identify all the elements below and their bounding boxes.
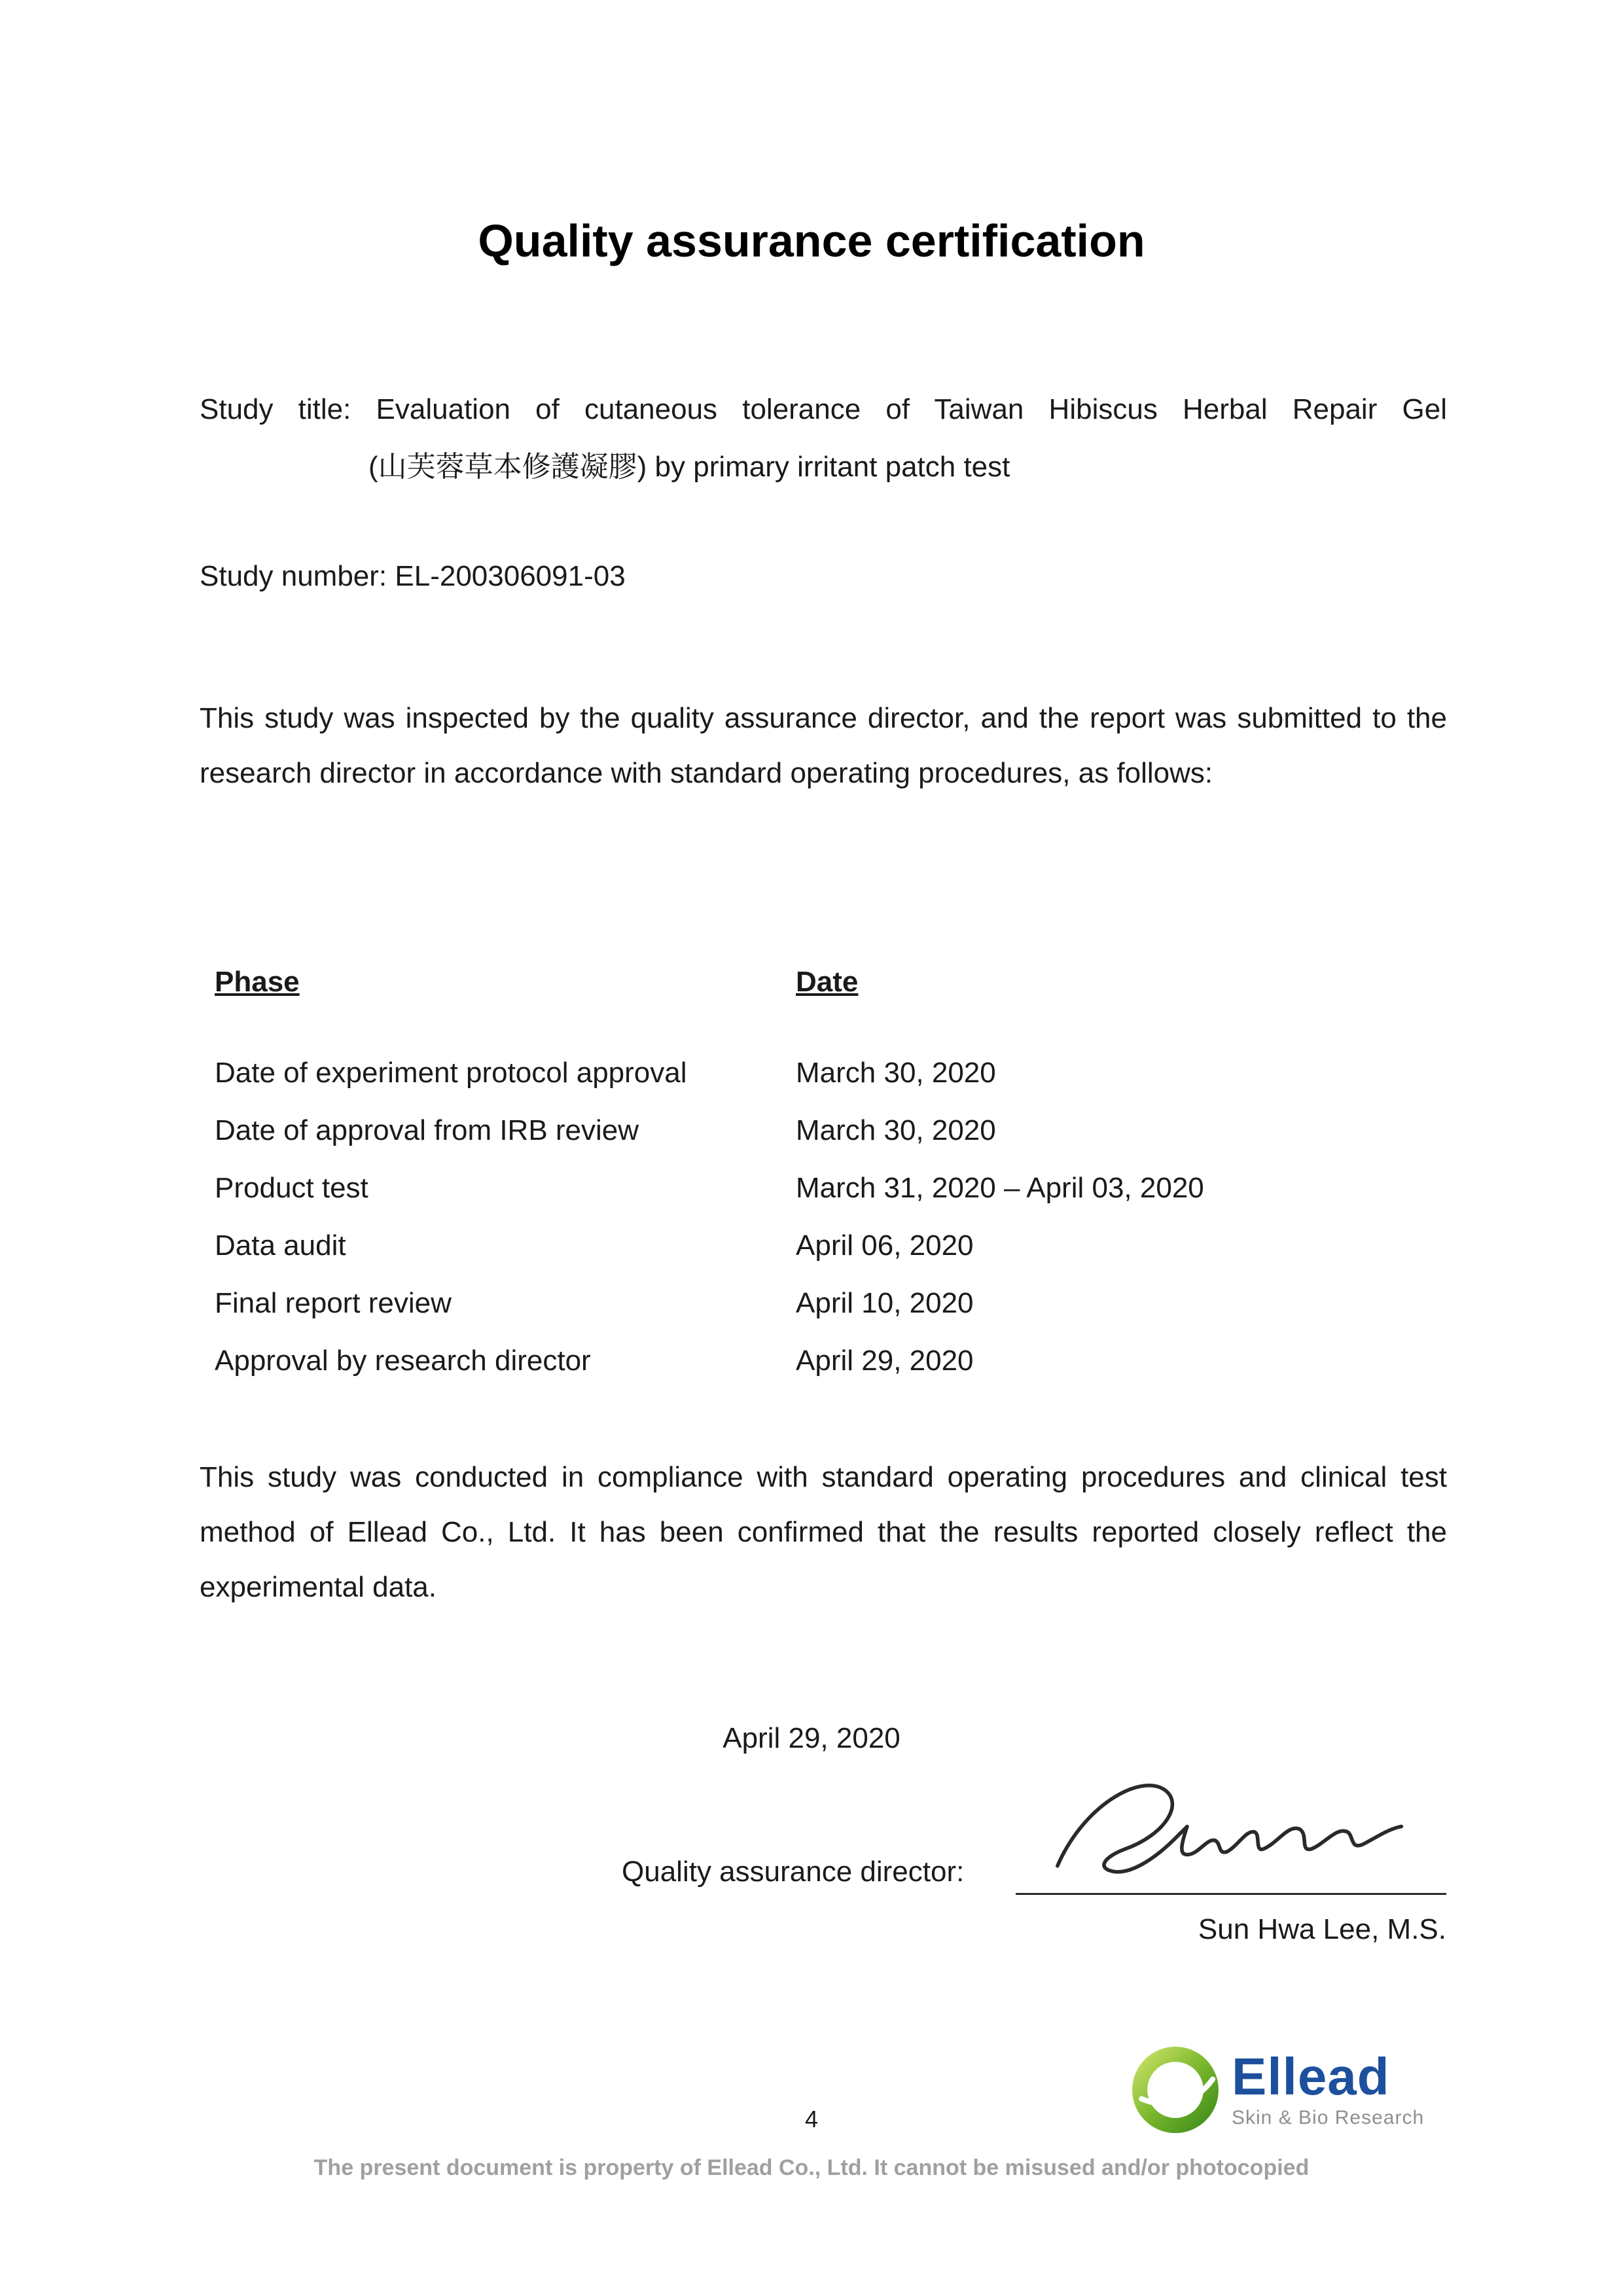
study-title-line1 <box>200 381 1447 438</box>
study-number: Study number: EL-200306091-03 <box>200 560 626 592</box>
logo-text <box>1232 2047 1425 2129</box>
date-cell: March 31, 2020 – April 03, 2020 <box>796 1172 1204 1204</box>
study-title-text: Evaluation of cutaneous tolerance of Taiwan Hibiscus Herbal Repair Gel <box>376 393 1447 425</box>
table-row <box>215 1217 1385 1275</box>
study-title-line2: (山芙蓉草本修護凝膠) by primary irritant patch test <box>368 451 1010 483</box>
phase-cell: Date of experiment protocol approval <box>215 1057 687 1089</box>
compliance-paragraph: This study was conducted in compliance with standard operating procedures and clinical test method of Ellead Co., Ltd. It has been confirmed that the results reported closely reflect the experimental data. <box>200 1461 1447 1603</box>
phase-cell: Data audit <box>215 1229 346 1262</box>
phase-cell: Approval by research director <box>215 1345 591 1377</box>
table-row <box>215 1159 1385 1217</box>
date-cell: March 30, 2020 <box>796 1057 996 1089</box>
approval-date: April 29, 2020 <box>722 1722 901 1754</box>
signature-line <box>1016 1893 1446 1895</box>
study-title <box>200 381 1447 496</box>
date-cell: April 06, 2020 <box>796 1229 974 1262</box>
phase-date-table <box>215 966 1385 1390</box>
ellead-logo-icon <box>1131 2045 1220 2134</box>
phase-cell: Product test <box>215 1172 368 1204</box>
signature-handwriting <box>1041 1767 1407 1888</box>
table-header-date: Date <box>796 966 859 998</box>
signature-label: Quality assurance director: <box>622 1856 965 1888</box>
page-number: 4 <box>804 2106 819 2132</box>
signatory-name: Sun Hwa Lee, M.S. <box>1198 1913 1446 1945</box>
table-row <box>215 1102 1385 1159</box>
date-cell: March 30, 2020 <box>796 1114 996 1146</box>
page-title: Quality assurance certification <box>478 215 1145 266</box>
table-row <box>215 1275 1385 1332</box>
date-cell: April 10, 2020 <box>796 1287 974 1319</box>
study-title-label: Study title: <box>200 393 351 425</box>
table-row <box>215 1332 1385 1390</box>
phase-cell: Date of approval from IRB review <box>215 1114 639 1146</box>
logo-subtitle: Skin & Bio Research <box>1232 2107 1425 2128</box>
logo-name: Ellead <box>1232 2047 1390 2106</box>
table-header-row <box>215 966 1385 998</box>
ellead-logo <box>1131 2045 1424 2134</box>
date-cell: April 29, 2020 <box>796 1345 974 1377</box>
table-row <box>215 1044 1385 1102</box>
table-header-phase: Phase <box>215 966 300 998</box>
footer-notice: The present document is property of Ellead Co., Ltd. It cannot be misused and/or photocopied <box>313 2155 1310 2180</box>
phase-cell: Final report review <box>215 1287 452 1319</box>
intro-paragraph: This study was inspected by the quality assurance director, and the report was submitted to the research director in accordance with standard operating procedures, as follows: <box>200 702 1447 789</box>
